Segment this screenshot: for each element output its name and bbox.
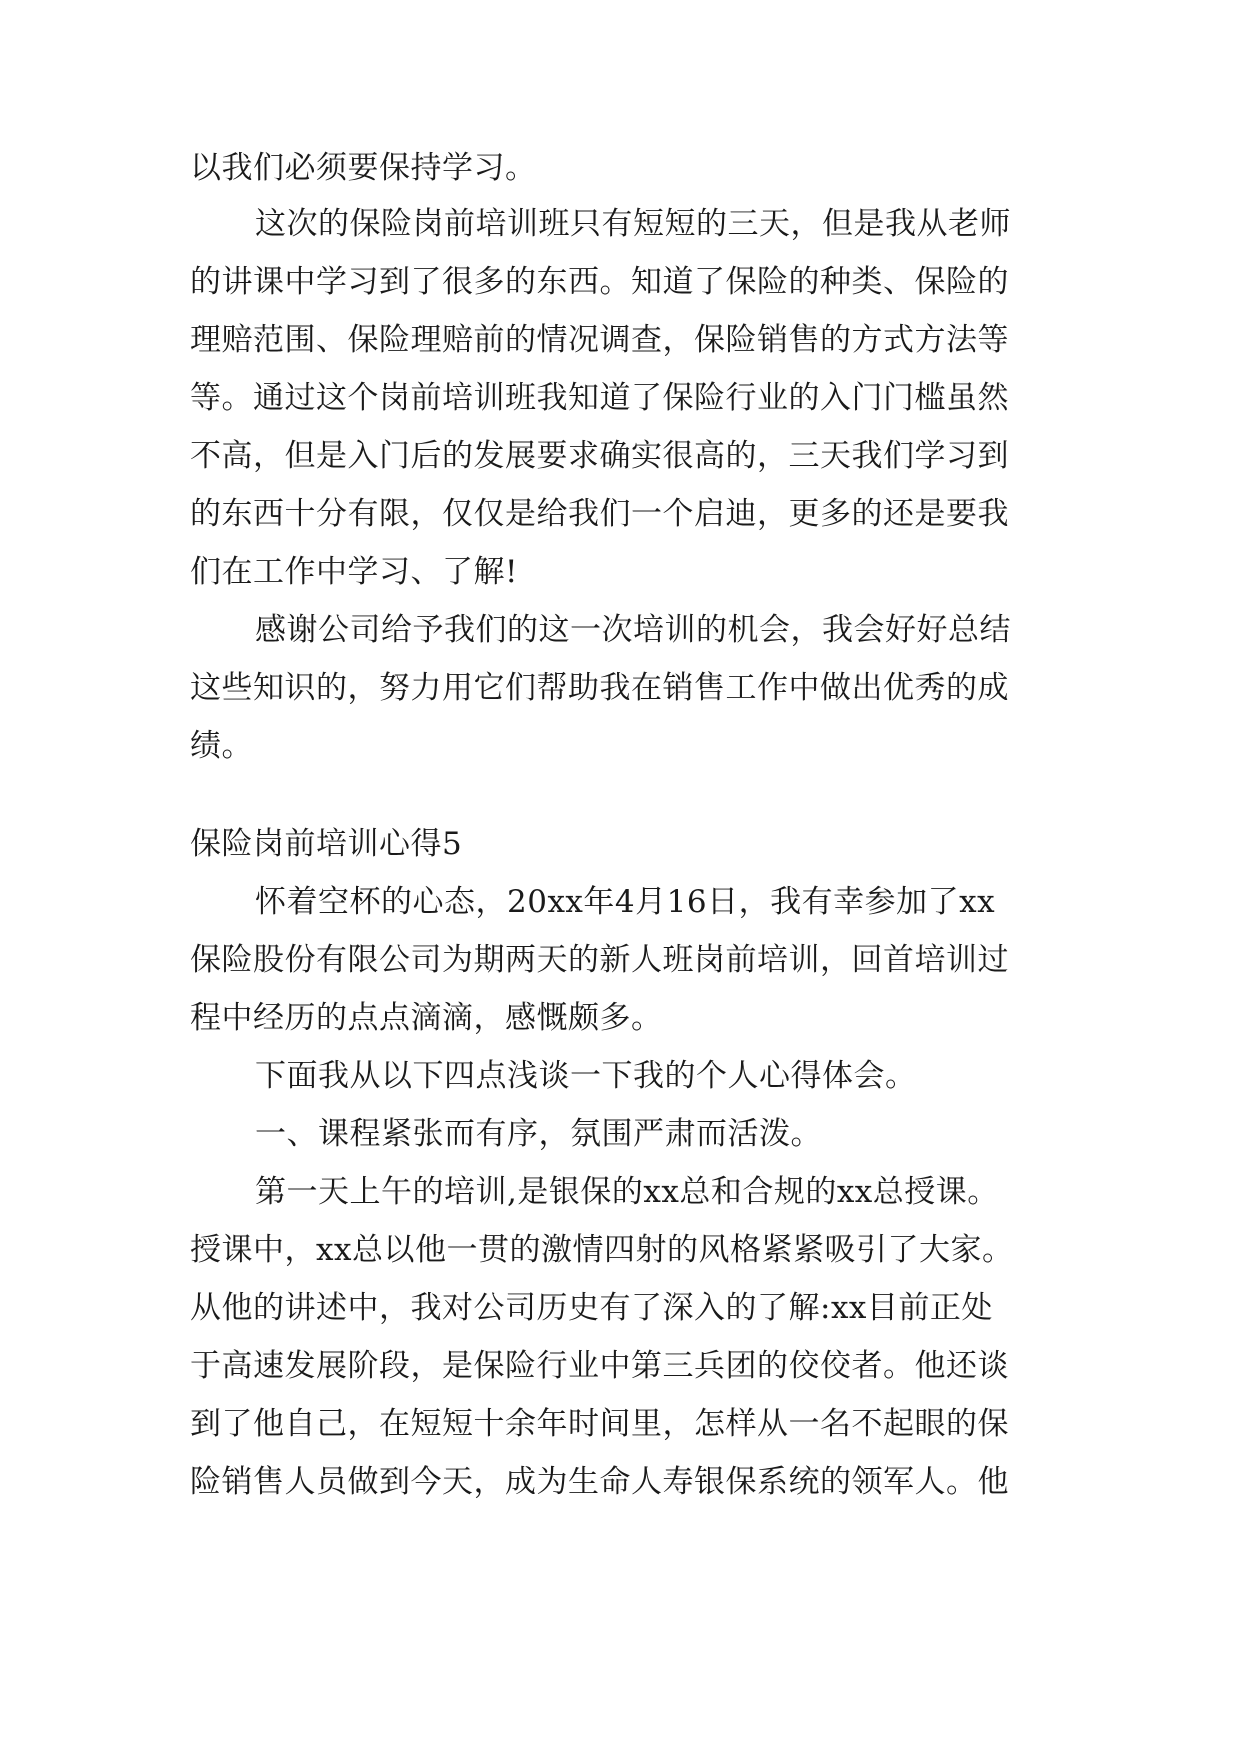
text-line: 以我们必须要保持学习。 — [190, 150, 537, 186]
text-line: 这次的保险岗前培训班只有短短的三天，但是我从老师 — [255, 206, 1011, 242]
text-line: 授课中，xx总以他一贯的激情四射的风格紧紧吸引了大家。 — [190, 1232, 1014, 1268]
text-line: 下面我从以下四点浅谈一下我的个人心得体会。 — [255, 1058, 917, 1094]
text-line: 们在工作中学习、了解! — [190, 554, 518, 590]
text-line: 险销售人员做到今天，成为生命人寿银保系统的领军人。他 — [190, 1464, 1009, 1500]
text-line: 从他的讲述中，我对公司历史有了深入的了解:xx目前正处 — [190, 1290, 993, 1326]
text-line: 一、课程紧张而有序，氛围严肃而活泼。 — [255, 1116, 822, 1152]
text-line: 于高速发展阶段，是保险行业中第三兵团的佼佼者。他还谈 — [190, 1348, 1009, 1384]
text-line: 的讲课中学习到了很多的东西。知道了保险的种类、保险的 — [190, 264, 1009, 300]
text-line: 保险股份有限公司为期两天的新人班岗前培训，回首培训过 — [190, 942, 1009, 978]
text-line: 到了他自己，在短短十余年时间里，怎样从一名不起眼的保 — [190, 1406, 1009, 1442]
text-line: 这些知识的，努力用它们帮助我在销售工作中做出优秀的成 — [190, 670, 1009, 706]
text-line: 不高，但是入门后的发展要求确实很高的，三天我们学习到 — [190, 438, 1009, 474]
text-line: 怀着空杯的心态，20xx年4月16日，我有幸参加了xx — [255, 884, 996, 920]
section-heading: 保险岗前培训心得5 — [190, 826, 463, 862]
text-line: 感谢公司给予我们的这一次培训的机会，我会好好总结 — [255, 612, 1011, 648]
text-line: 理赔范围、保险理赔前的情况调查，保险销售的方式方法等 — [190, 322, 1009, 358]
text-line: 等。通过这个岗前培训班我知道了保险行业的入门门槛虽然 — [190, 380, 1009, 416]
text-line: 第一天上午的培训,是银保的xx总和合规的xx总授课。 — [255, 1174, 999, 1210]
text-line: 绩。 — [190, 728, 253, 764]
text-line: 的东西十分有限，仅仅是给我们一个启迪，更多的还是要我 — [190, 496, 1009, 532]
text-line: 程中经历的点点滴滴，感慨颇多。 — [190, 1000, 663, 1036]
